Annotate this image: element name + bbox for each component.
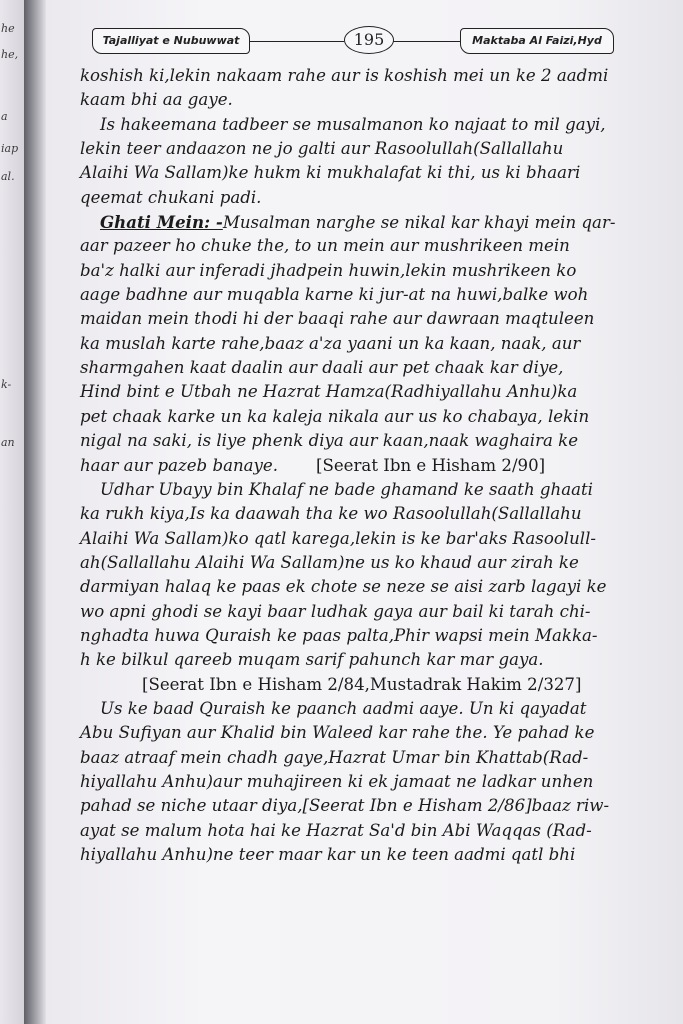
section-heading: Ghati Mein: - (100, 212, 223, 233)
text-line: h ke bilkul qareeb muqam sarif pahunch kar mar gaya. (80, 650, 544, 670)
citation: [Seerat Ibn e Hisham 2/84,Mustadrak Hakim 2/327] (142, 674, 582, 694)
text-line: ka muslah karte rahe,baaz a'za yaani un ka kaan, naak, aur (80, 333, 581, 353)
text-line: ba'z halki aur inferadi jhadpein huwin,lekin mushrikeen ko (80, 260, 577, 280)
text-line: Us ke baad Quraish ke paanch aadmi aaye. Un ki qayadat (100, 698, 587, 718)
text-line: darmiyan halaq ke paas ek chote se neze se aisi zarb lagayi ke (80, 577, 607, 597)
text-line: Alaihi Wa Sallam)ke hukm ki mukhalafat ki thi, us ki bhaari (80, 163, 581, 183)
publisher-label: Maktaba Al Faizi,Hyd (460, 28, 614, 54)
text-line: aar pazeer ho chuke the, to un mein aur mushrikeen mein (80, 236, 570, 256)
adjacent-page-edge (0, 0, 24, 1024)
page-body (80, 64, 660, 867)
adjacent-page-fragment: k- (1, 378, 12, 391)
text-line: Alaihi Wa Sallam)ko qatl karega,lekin is ke bar'aks Rasoolull- (80, 528, 597, 548)
text-line: pahad se niche utaar diya,[Seerat Ibn e Hisham 2/86]baaz riw- (80, 796, 610, 816)
text-line: baaz atraaf mein chadh gaye,Hazrat Umar bin Khattab(Rad- (80, 747, 589, 767)
text-line: Udhar Ubayy bin Khalaf ne bade ghamand ke saath ghaati (100, 479, 593, 499)
page-number: 195 (344, 26, 394, 54)
text-line: wo apni ghodi se kayi baar ludhak gaya aur bail ki tarah chi- (80, 601, 591, 621)
text-line: sharmgahen kaat daalin aur daali aur pet chaak kar diye, (80, 358, 564, 378)
text-line: lekin teer andaazon ne jo galti aur Rasoolullah(Sallallahu (80, 139, 564, 159)
adjacent-page-fragment: al. (1, 170, 15, 183)
book-page (46, 0, 683, 1024)
text-line (80, 454, 660, 478)
text-line: nghadta huwa Quraish ke paas palta,Phir wapsi mein Makka- (80, 625, 598, 645)
text-line: koshish ki,lekin nakaam rahe aur is koshish mei un ke 2 aadmi (80, 66, 609, 85)
text-line: Hind bint e Utbah ne Hazrat Hamza(Radhiyallahu Anhu)ka (80, 382, 578, 402)
text-line (80, 210, 660, 234)
text-line: Abu Sufiyan aur Khalid bin Waleed kar rahe the. Ye pahad ke (80, 723, 595, 743)
text-line: qeemat chukani padi. (80, 187, 262, 207)
text-line: nigal na saki, is liye phenk diya aur kaan,naak waghaira ke (80, 431, 579, 451)
text-line: Is hakeemana tadbeer se musalmanon ko najaat to mil gayi, (100, 114, 606, 134)
adjacent-page-fragment: an (1, 436, 15, 449)
citation: [Seerat Ibn e Hisham 2/90] (316, 455, 546, 475)
text-line: ayat se malum hota hai ke Hazrat Sa'd bin Abi Waqqas (Rad- (80, 820, 592, 840)
text-line-start: haar aur pazeb banaye. (80, 455, 279, 475)
text-line: maidan mein thodi hi der baaqi rahe aur dawraan maqtuleen (80, 309, 595, 329)
adjacent-page-fragment: iap (1, 142, 19, 155)
text-line: hiyallahu Anhu)aur muhajireen ki ek jamaat ne ladkar unhen (80, 771, 594, 791)
text-line: hiyallahu Anhu)ne teer maar kar un ke teen aadmi qatl bhi (80, 845, 576, 864)
text-line: ka rukh kiya,Is ka daawah tha ke wo Rasoolullah(Sallallahu (80, 504, 582, 524)
text-line: kaam bhi aa gaye. (80, 90, 233, 110)
adjacent-page-fragment: a (1, 110, 8, 123)
adjacent-page-fragment: he (1, 22, 15, 35)
header-rule (248, 41, 344, 42)
book-title-label: Tajalliyat e Nubuwwat (92, 28, 250, 54)
header-rule (393, 41, 460, 42)
text-line: pet chaak karke un ka kaleja nikala aur us ko chabaya, lekin (80, 406, 590, 426)
page-header (46, 22, 683, 62)
text-line: aage badhne aur muqabla karne ki jur-at na huwi,balke woh (80, 285, 589, 305)
text-line: ah(Sallallahu Alaihi Wa Sallam)ne us ko khaud aur zirah ke (80, 552, 579, 572)
text-line-rest: Musalman narghe se nikal kar khayi mein qar- (222, 213, 616, 233)
adjacent-page-fragment: he, (1, 48, 19, 61)
book-gutter (24, 0, 46, 1024)
